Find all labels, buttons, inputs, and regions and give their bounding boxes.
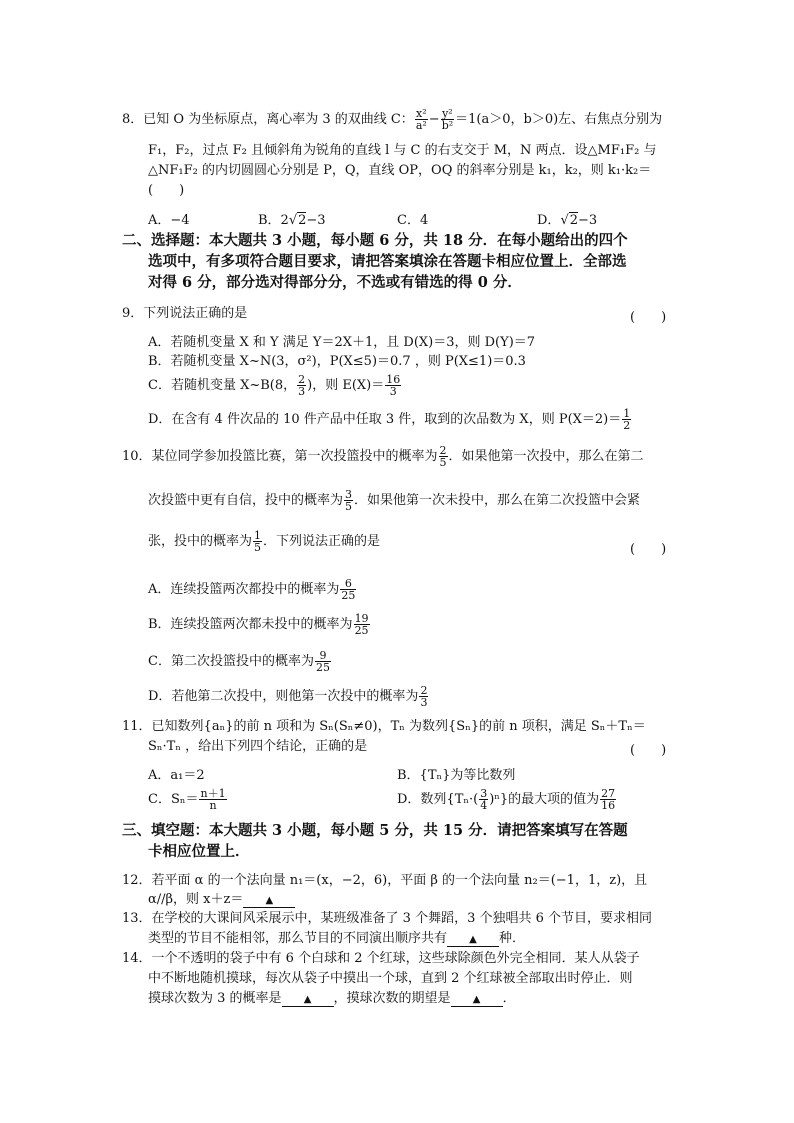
opt-text: −3 <box>306 213 326 228</box>
q14-text: 摸球次数为 3 的概率是 <box>148 991 282 1006</box>
fraction <box>340 578 356 601</box>
q10-text: 次投篮中更有自信，投中的概率为 <box>148 493 344 508</box>
section2-line2: 选项中，有多项符合题目要求，请把答案填涂在答题卡相应位置上．全部选 <box>148 253 627 270</box>
frac-num: 9 <box>315 650 331 662</box>
frac-num: 2 <box>439 444 447 457</box>
q9-option-b: B．若随机变量 X~N(3，σ²)，P(X≤5)＝0.7 ，则 P(X≤1)＝0.3 <box>148 354 526 369</box>
frac-num: x² <box>415 107 427 120</box>
q8-fraction-y <box>441 108 454 131</box>
q10-line2 <box>148 489 640 512</box>
opt-text: )，则 E(X)＝ <box>307 378 385 393</box>
opt-text: D．在含有 4 件次品的 10 件产品中任取 3 件，取到的次品数为 X，则 P(X＝2)＝ <box>148 412 622 427</box>
q14-text: ． <box>502 991 516 1006</box>
q8-line1 <box>122 108 662 131</box>
q12-line1: 12．若平面 α 的一个法向量 n₁＝(x，−2，6)，平面 β 的一个法向量 n₂＝(−1，1，z)，且 <box>122 873 648 888</box>
q10-option-b <box>148 613 371 636</box>
sqrt-icon: √ <box>288 213 298 228</box>
opt-text: B．2 <box>258 213 289 228</box>
q10-line3 <box>148 530 380 553</box>
q14-answer-blank-2: ▲ <box>451 994 503 1007</box>
q10-option-d <box>148 685 429 708</box>
q9-answer-paren: ( ) <box>630 310 667 325</box>
radicand: 2 <box>569 213 579 228</box>
q8-text-a: 8．已知 O 为坐标原点，离心率为 3 的双曲线 C： <box>122 112 414 127</box>
q11-option-b: B．{Tₙ}为等比数列 <box>397 768 516 783</box>
frac-num: 2 <box>298 373 306 386</box>
q8-line3: △NF₁F₂ 的内切圆圆心分别是 P，Q，直线 OP，OQ 的斜率分别是 k₁，k₂，则 k₁·k₂＝ <box>148 163 652 178</box>
q11-line1: 11．已知数列{aₙ}的前 n 项和为 Sₙ(Sₙ≠0)，Tₙ 为数列{Sₙ}的前 n 项积，满足 Sₙ＋Tₙ＝ <box>122 719 646 734</box>
frac-den: 3 <box>420 696 428 709</box>
q13-text: 种． <box>499 931 526 946</box>
opt-text: −3 <box>578 213 598 228</box>
q13-line1: 13．在学校的大课间风采展示中，某班级准备了 3 个舞蹈，3 个独唱共 6 个节目，要求相同 <box>122 911 653 926</box>
opt-text: C．若随机变量 X~B(8， <box>148 378 297 393</box>
section2-line3: 对得 6 分，部分选对得部分分，不选或有错选的得 0 分． <box>148 274 522 291</box>
opt-text: )ⁿ}的最大项的值为 <box>489 792 600 807</box>
fraction <box>622 408 631 431</box>
frac-num: n＋1 <box>200 787 226 800</box>
fraction <box>315 650 331 673</box>
frac-num: y² <box>442 107 453 120</box>
fraction <box>253 530 262 553</box>
q10-option-a <box>148 578 357 601</box>
q12-answer-blank: ▲ <box>243 895 295 908</box>
opt-text: C．第二次投篮投中的概率为 <box>148 654 314 669</box>
fraction <box>385 374 401 397</box>
q11-line2: Sₙ·Tₙ ，给出下列四个结论，正确的是 <box>148 739 368 754</box>
q10-text: 张，投中的概率为 <box>148 534 253 549</box>
frac-den: 16 <box>601 799 616 812</box>
section3-line2: 卡相应位置上． <box>148 843 250 860</box>
q11-option-d <box>397 788 617 811</box>
frac-den: b² <box>441 119 454 132</box>
frac-den: 5 <box>345 500 353 513</box>
frac-den: 25 <box>315 661 330 674</box>
fraction <box>479 788 488 811</box>
frac-den: n <box>209 799 217 812</box>
q8-minus: − <box>428 112 440 127</box>
fraction <box>199 788 226 811</box>
fraction <box>439 445 448 468</box>
q10-answer-paren: ( ) <box>630 542 667 557</box>
opt-text: D． <box>537 213 561 228</box>
q8-fraction-x <box>415 108 428 131</box>
q8-option-d <box>537 213 597 229</box>
q9-option-d <box>148 408 632 431</box>
q11-option-a: A．a₁＝2 <box>148 768 205 783</box>
opt-text: D．数列{Tₙ·( <box>397 792 479 807</box>
fraction <box>354 613 370 636</box>
q10-text: ．如果他第一次投中，那么在第二 <box>448 449 644 464</box>
q9-option-a: A．若随机变量 X 和 Y 满足 Y＝2X＋1，且 D(X)＝3，则 D(Y)＝7 <box>148 335 536 350</box>
opt-text: D．若他第二次投中，则他第一次投中的概率为 <box>148 689 419 704</box>
frac-den: a² <box>415 119 427 132</box>
fraction <box>419 685 428 708</box>
fraction <box>600 788 616 811</box>
q13-text: 类型的节目不能相邻，那么节目的不同演出顺序共有 <box>148 931 448 946</box>
q8-line4: ( ) <box>148 183 185 198</box>
radicand: 2 <box>298 213 307 228</box>
frac-num: 2 <box>420 684 428 697</box>
q14-line3 <box>148 991 516 1007</box>
frac-num: 3 <box>345 488 353 501</box>
frac-den: 3 <box>389 385 397 398</box>
opt-text: C．Sₙ＝ <box>148 792 199 807</box>
frac-den: 25 <box>341 589 356 602</box>
q14-line2: 中不断地随机摸球，每次从袋子中摸出一个球，直到 2 个红球被全部取出时停止．则 <box>148 971 633 986</box>
q14-text: ，摸球次数的期望是 <box>333 991 451 1006</box>
q8-text-b: ＝1(a＞0，b＞0)左、右焦点分别为 <box>455 112 663 127</box>
q14-line1: 14．一个不透明的袋子中有 6 个白球和 2 个红球，这些球除颜色外完全相同．某人从袋子 <box>122 951 640 966</box>
frac-num: 1 <box>623 407 631 420</box>
q12-text: α//β，则 x＋z＝ <box>148 892 244 907</box>
q8-line2: F₁，F₂，过点 F₂ 且倾斜角为锐角的直线 l 与 C 的右支交于 M，N 两点．设△MF₁F₂ 与 <box>148 143 657 158</box>
q13-answer-blank: ▲ <box>447 934 499 947</box>
fraction <box>344 489 353 512</box>
opt-text: B．连续投篮两次都未投中的概率为 <box>148 617 353 632</box>
q11-answer-paren: ( ) <box>630 743 667 758</box>
opt-text: A．连续投篮两次都投中的概率为 <box>148 582 340 597</box>
frac-den: 2 <box>623 419 631 432</box>
q8-option-b <box>258 213 326 229</box>
q8-option-a: A．−4 <box>148 213 190 228</box>
frac-num: 27 <box>601 787 616 800</box>
frac-num: 16 <box>386 373 401 386</box>
frac-den: 5 <box>439 456 447 469</box>
q10-text: ．下列说法正确的是 <box>263 534 381 549</box>
frac-num: 1 <box>254 529 262 542</box>
fraction <box>297 374 306 397</box>
q11-option-c <box>148 788 228 811</box>
q10-text: ．如果他第一次未投中，那么在第二次投篮中会紧 <box>354 493 641 508</box>
q13-line2 <box>148 931 525 947</box>
frac-num: 6 <box>340 578 356 590</box>
q9-stem: 9．下列说法正确的是 <box>122 306 248 321</box>
q14-answer-blank-1: ▲ <box>282 994 334 1007</box>
frac-den: 25 <box>354 624 369 637</box>
q12-line2 <box>148 892 295 908</box>
frac-num: 3 <box>480 787 488 800</box>
frac-den: 5 <box>254 541 262 554</box>
section3-line1: 三、填空题：本大题共 3 小题，每小题 5 分，共 15 分．请把答案填写在答题 <box>122 822 628 839</box>
q10-option-c <box>148 650 332 673</box>
q10-line1 <box>122 445 644 468</box>
sqrt-icon: √ <box>560 213 569 228</box>
frac-num: 19 <box>354 612 369 625</box>
section2-line1: 二、选择题：本大题共 3 小题，每小题 6 分，共 18 分．在每小题给出的四个 <box>122 232 628 249</box>
q10-text: 10．某位同学参加投篮比赛，第一次投篮投中的概率为 <box>122 449 438 464</box>
frac-den: 4 <box>480 799 488 812</box>
q9-option-c <box>148 374 402 397</box>
q8-option-c: C．4 <box>397 213 429 228</box>
frac-den: 3 <box>298 385 306 398</box>
